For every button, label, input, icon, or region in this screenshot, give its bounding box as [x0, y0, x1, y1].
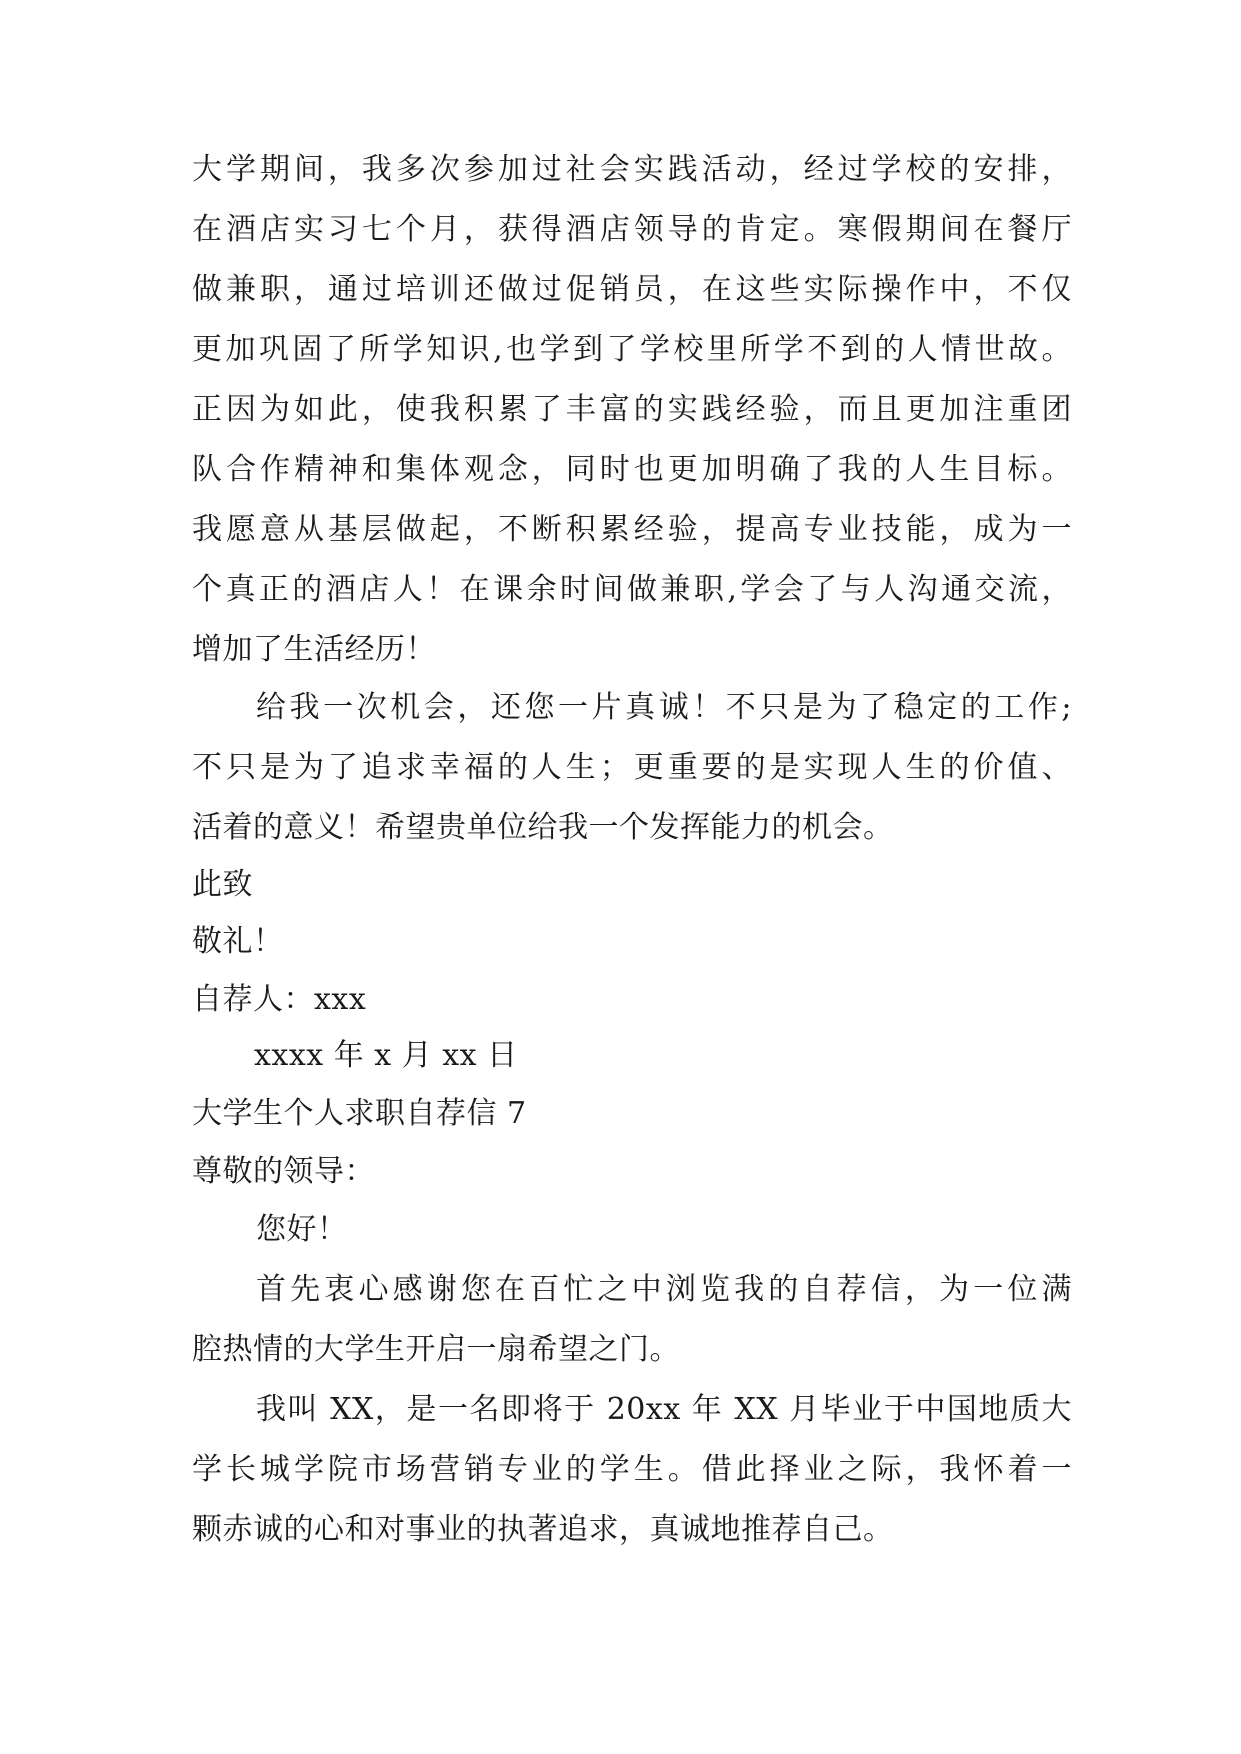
salutation-closing: 敬礼！ [192, 924, 284, 959]
greeting-hello: 您好！ [256, 1212, 348, 1247]
body-line: 颗赤诚的心和对事业的执著追求，真诚地推荐自己。 [192, 1512, 894, 1547]
body-line: 更加巩固了所学知识,也学到了学校里所学不到的人情世故。 [192, 332, 1072, 367]
greeting-line: 尊敬的领导： [192, 1154, 375, 1189]
body-line: 腔热情的大学生开启一扇希望之门。 [192, 1332, 680, 1367]
body-line: 做兼职，通过培训还做过促销员，在这些实际操作中，不仅 [192, 272, 1072, 307]
closing-line: 此致 [192, 867, 253, 902]
date-line: xxxx 年 x 月 xx 日 [254, 1038, 518, 1073]
body-line: 队合作精神和集体观念，同时也更加明确了我的人生目标。 [192, 452, 1072, 487]
paragraph-first-line: 给我一次机会，还您一片真诚！不只是为了稳定的工作; [256, 690, 1072, 725]
paragraph-first-line: 首先衷心感谢您在百忙之中浏览我的自荐信，为一位满 [256, 1272, 1072, 1307]
body-line: 正因为如此，使我积累了丰富的实践经验，而且更加注重团 [192, 392, 1072, 427]
body-line: 活着的意义！希望贵单位给我一个发挥能力的机会。 [192, 810, 894, 845]
section-title: 大学生个人求职自荐信 7 [192, 1096, 527, 1131]
body-line: 不只是为了追求幸福的人生；更重要的是实现人生的价值、 [192, 750, 1072, 785]
body-line: 个真正的酒店人！在课余时间做兼职,学会了与人沟通交流， [192, 572, 1072, 607]
body-line: 学长城学院市场营销专业的学生。借此择业之际，我怀着一 [192, 1452, 1072, 1487]
paragraph-first-line: 我叫 XX，是一名即将于 20xx 年 XX 月毕业于中国地质大 [256, 1392, 1072, 1427]
body-line: 增加了生活经历！ [192, 632, 436, 667]
body-line: 我愿意从基层做起，不断积累经验，提高专业技能，成为一 [192, 512, 1072, 547]
body-line: 在酒店实习七个月，获得酒店领导的肯定。寒假期间在餐厅 [192, 212, 1072, 247]
signature-line: 自荐人：xxx [192, 982, 367, 1017]
body-line: 大学期间，我多次参加过社会实践活动，经过学校的安排， [192, 152, 1072, 187]
